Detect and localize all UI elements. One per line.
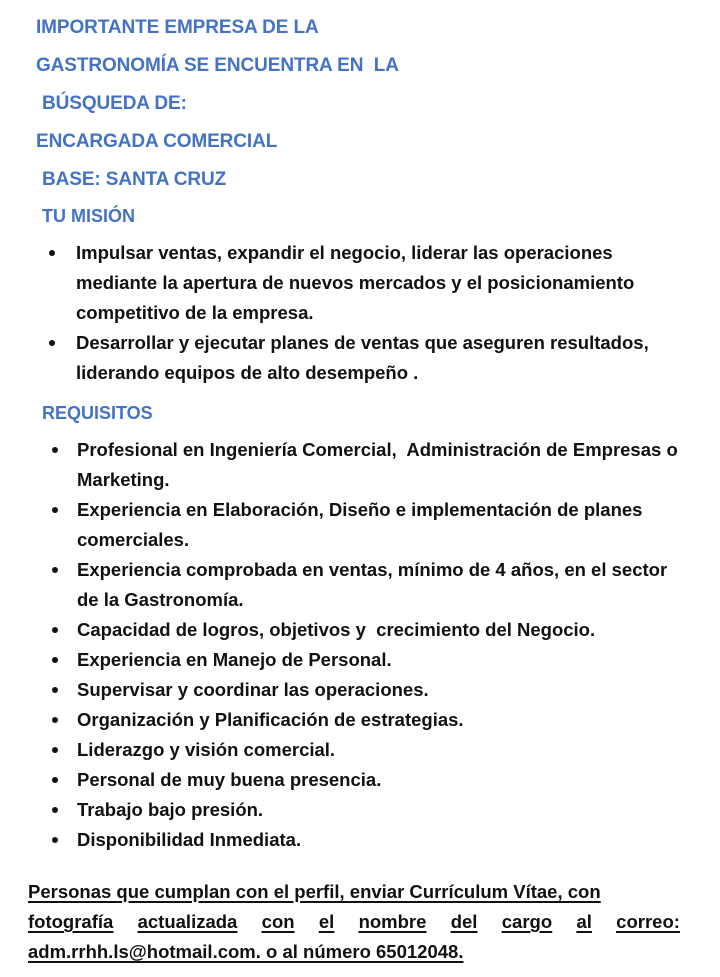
list-item-label: Trabajo bajo presión. <box>77 799 264 820</box>
bullet-icon <box>49 250 55 256</box>
contact-word: cargo <box>501 911 553 932</box>
list-item-label: Capacidad de logros, objetivos y crecimiento del Negocio. <box>77 619 596 640</box>
list-item <box>0 495 720 555</box>
list-item <box>0 328 720 388</box>
bullet-icon <box>52 807 58 813</box>
contact-word: el <box>318 911 335 932</box>
list-item <box>0 555 720 615</box>
contact-word: fotografía <box>28 911 114 932</box>
bullet-icon <box>52 717 58 723</box>
list-item-label: Liderazgo y visión comercial. <box>77 739 336 760</box>
list-item-label: Organización y Planificación de estrategias. <box>77 709 464 730</box>
contact-word: correo: <box>616 911 680 932</box>
bullet-icon <box>52 747 58 753</box>
list-item <box>0 735 720 765</box>
bullet-icon <box>52 687 58 693</box>
list-item-label: Experiencia en Manejo de Personal. <box>77 649 392 670</box>
contact-line-2 <box>28 907 680 937</box>
footer-note-wrapper <box>0 877 720 967</box>
bullet-icon <box>52 627 58 633</box>
list-item-label: Experiencia en Elaboración, Diseño e implementación de planes comerciales. <box>77 499 648 550</box>
bullet-icon <box>52 657 58 663</box>
header-line-4: ENCARGADA COMERCIAL <box>36 131 278 152</box>
list-item-label: Impulsar ventas, expandir el negocio, liderar las operaciones mediante la apertura de nuevos mercados y el posicionamiento competitivo de la empresa. <box>76 242 640 323</box>
list-item <box>0 645 720 675</box>
list-item <box>0 765 720 795</box>
header-line-5: BASE: SANTA CRUZ <box>42 169 227 190</box>
bullet-icon <box>52 777 58 783</box>
contact-word: del <box>450 911 478 932</box>
contact-word: con <box>261 911 295 932</box>
bullet-icon <box>49 340 55 346</box>
list-item <box>0 675 720 705</box>
header-block <box>0 0 720 199</box>
bullet-icon <box>52 507 58 513</box>
bullet-icon <box>52 567 58 573</box>
contact-word: nombre <box>358 911 427 932</box>
list-item-label: Supervisar y coordinar las operaciones. <box>77 679 429 700</box>
list-item-label: Desarrollar y ejecutar planes de ventas que aseguren resultados, liderando equipos de alto desempeño . <box>76 332 654 383</box>
contact-word: al <box>576 911 592 932</box>
bullet-icon <box>52 837 58 843</box>
list-item <box>0 435 720 495</box>
list-item <box>0 825 720 855</box>
header-line-2: GASTRONOMÍA SE ENCUENTRA EN LA <box>36 55 399 76</box>
list-item <box>0 615 720 645</box>
section-title-requisitos: REQUISITOS <box>42 403 153 423</box>
header-line-1: IMPORTANTE EMPRESA DE LA <box>36 17 319 38</box>
contact-instructions <box>0 877 720 967</box>
header-line-3: BÚSQUEDA DE: <box>42 93 187 114</box>
list-item-label: Experiencia comprobada en ventas, mínimo de 4 años, en el sector de la Gastronomía. <box>77 559 673 610</box>
mision-list <box>0 238 720 388</box>
list-item-label: Disponibilidad Inmediata. <box>77 829 302 850</box>
requisitos-list <box>0 435 720 855</box>
contact-word: actualizada <box>137 911 238 932</box>
list-item-label: Profesional en Ingeniería Comercial, Administración de Empresas o Marketing. <box>77 439 683 490</box>
list-item-label: Personal de muy buena presencia. <box>77 769 382 790</box>
section-title-mision: TU MISIÓN <box>42 206 135 226</box>
list-item <box>0 705 720 735</box>
contact-line-3-email-phone: adm.rrhh.ls@hotmail.com. o al número 65012048. <box>28 941 464 962</box>
bullet-icon <box>52 447 58 453</box>
contact-line-1: Personas que cumplan con el perfil, enviar Currículum Vítae, con <box>28 881 601 902</box>
list-item <box>0 238 720 328</box>
list-item <box>0 795 720 825</box>
